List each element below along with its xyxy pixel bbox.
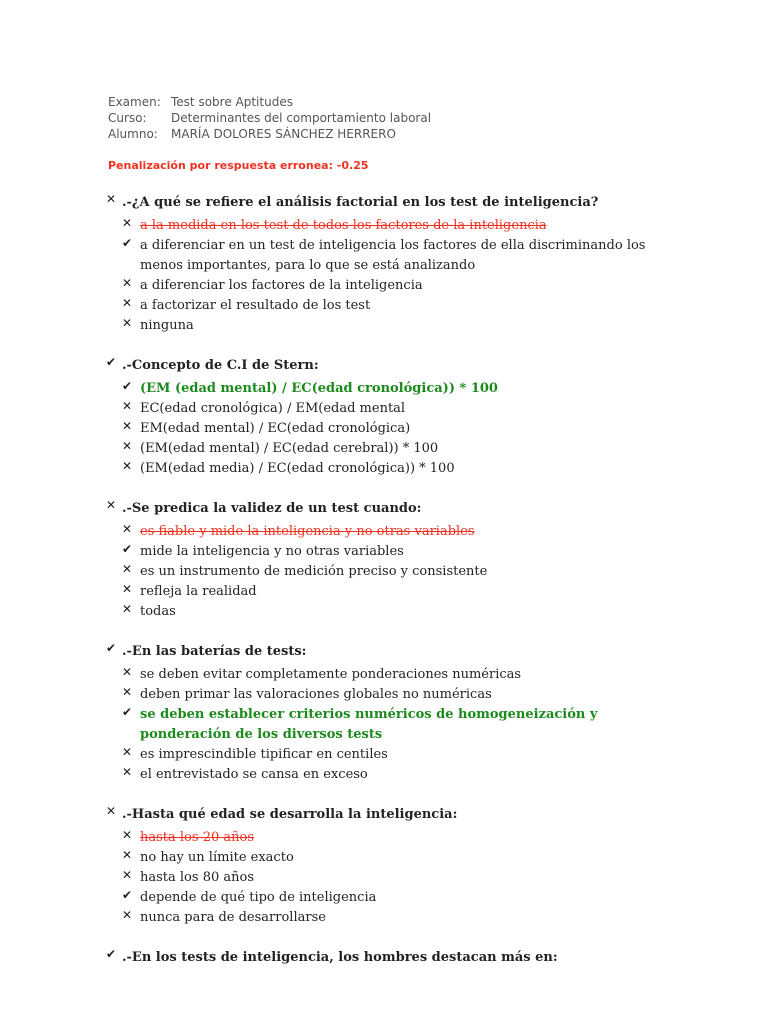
- answer-text: a diferenciar los factores de la inteligencia: [140, 278, 423, 293]
- course-value: Determinantes del comportamiento laboral: [171, 111, 432, 125]
- student-value: MARÍA DOLORES SÁNCHEZ HERRERO: [171, 127, 396, 141]
- answer-text: (EM (edad mental) / EC(edad cronológica)) * 100: [140, 381, 498, 396]
- answer-text: hasta los 20 años: [140, 830, 254, 845]
- cross-icon: ✕: [122, 685, 133, 699]
- exam-label: Examen:: [108, 95, 161, 109]
- answer-text: el entrevistado se cansa en exceso: [140, 767, 368, 782]
- cross-icon: ✕: [106, 804, 117, 818]
- answer-option: [0, 908, 768, 928]
- question-block: [0, 945, 768, 971]
- question-label: .-Se predica la validez de un test cuando:: [122, 501, 422, 516]
- cross-icon: ✕: [122, 276, 133, 290]
- answer-text: todas: [140, 604, 176, 619]
- answer-text: se deben establecer criterios numéricos de homogeneización y ponderación de los diversos tests: [140, 707, 598, 742]
- cross-icon: ✕: [122, 439, 133, 453]
- question-text: [0, 639, 768, 665]
- cross-icon: ✕: [122, 602, 133, 616]
- question-label: .-Concepto de C.I de Stern:: [122, 358, 319, 373]
- answer-option: [0, 828, 768, 848]
- question-block: [0, 639, 768, 785]
- answer-option: [0, 236, 768, 276]
- answer-list: [0, 665, 768, 785]
- check-icon: ✔: [122, 888, 133, 902]
- answer-text: ninguna: [140, 318, 194, 333]
- answer-text: se deben evitar completamente ponderaciones numéricas: [140, 667, 522, 682]
- answer-text: depende de qué tipo de inteligencia: [140, 890, 377, 905]
- answer-text: es un instrumento de medición preciso y consistente: [140, 564, 488, 579]
- answer-text: a la medida en los test de todos los factores de la inteligencia: [140, 218, 547, 233]
- question-text: [0, 802, 768, 828]
- question-label: .-Hasta qué edad se desarrolla la inteligencia:: [122, 807, 458, 822]
- exam-value: Test sobre Aptitudes: [171, 95, 293, 109]
- student-label: Alumno:: [108, 127, 158, 141]
- cross-icon: ✕: [122, 296, 133, 310]
- answer-text: a factorizar el resultado de los test: [140, 298, 371, 313]
- answer-list: [0, 828, 768, 928]
- answer-list: [0, 522, 768, 622]
- answer-option: [0, 419, 768, 439]
- answer-list: [0, 379, 768, 479]
- answer-text: es imprescindible tipificar en centiles: [140, 747, 388, 762]
- answer-text: deben primar las valoraciones globales no numéricas: [140, 687, 492, 702]
- answer-option: [0, 685, 768, 705]
- answer-option: [0, 316, 768, 336]
- question-block: [0, 190, 768, 336]
- answer-option: [0, 562, 768, 582]
- check-icon: ✔: [106, 641, 117, 655]
- answer-option: [0, 665, 768, 685]
- cross-icon: ✕: [122, 316, 133, 330]
- question-label: .-En los tests de inteligencia, los hombres destacan más en:: [122, 950, 558, 965]
- answer-option: [0, 276, 768, 296]
- question-text: [0, 945, 768, 971]
- check-icon: ✔: [106, 355, 117, 369]
- cross-icon: ✕: [122, 399, 133, 413]
- answer-option: [0, 765, 768, 785]
- answer-option: [0, 439, 768, 459]
- question-text: [0, 353, 768, 379]
- answer-option: [0, 216, 768, 236]
- course-label: Curso:: [108, 111, 147, 125]
- answer-list: [0, 216, 768, 336]
- cross-icon: ✕: [122, 522, 133, 536]
- cross-icon: ✕: [122, 419, 133, 433]
- answer-option: [0, 296, 768, 316]
- cross-icon: ✕: [122, 908, 133, 922]
- answer-text: nunca para de desarrollarse: [140, 910, 326, 925]
- exam-row: [108, 94, 431, 110]
- cross-icon: ✕: [122, 745, 133, 759]
- answer-text: a diferenciar en un test de inteligencia los factores de ella discriminando los menos importantes, para lo que se está analizando: [140, 238, 646, 273]
- check-icon: ✔: [106, 947, 117, 961]
- question-block: [0, 353, 768, 479]
- check-icon: ✔: [122, 379, 133, 393]
- cross-icon: ✕: [122, 868, 133, 882]
- answer-text: EC(edad cronológica) / EM(edad mental: [140, 401, 406, 416]
- cross-icon: ✕: [106, 498, 117, 512]
- answer-option: [0, 868, 768, 888]
- answer-option: [0, 602, 768, 622]
- answer-option: [0, 522, 768, 542]
- cross-icon: ✕: [122, 828, 133, 842]
- answer-text: EM(edad mental) / EC(edad cronológica): [140, 421, 411, 436]
- question-text: [0, 496, 768, 522]
- cross-icon: ✕: [122, 665, 133, 679]
- cross-icon: ✕: [122, 765, 133, 779]
- penalty-note: Penalización por respuesta erronea: -0.25: [108, 159, 369, 172]
- check-icon: ✔: [122, 236, 133, 250]
- answer-option: [0, 542, 768, 562]
- answer-text: (EM(edad media) / EC(edad cronológica)) * 100: [140, 461, 455, 476]
- student-row: [108, 126, 431, 142]
- answer-text: hasta los 80 años: [140, 870, 254, 885]
- cross-icon: ✕: [122, 216, 133, 230]
- answer-text: es fiable y mide la inteligencia y no otras variables: [140, 524, 475, 539]
- cross-icon: ✕: [106, 192, 117, 206]
- cross-icon: ✕: [122, 562, 133, 576]
- exam-header: [108, 94, 431, 142]
- answer-option: [0, 399, 768, 419]
- check-icon: ✔: [122, 542, 133, 556]
- answer-text: refleja la realidad: [140, 584, 257, 599]
- answer-option: [0, 582, 768, 602]
- answer-option: [0, 379, 768, 399]
- question-label: .-¿A qué se refiere el análisis factorial en los test de inteligencia?: [122, 195, 599, 210]
- answer-option: [0, 888, 768, 908]
- answer-option: [0, 705, 768, 745]
- answer-text: no hay un límite exacto: [140, 850, 294, 865]
- cross-icon: ✕: [122, 848, 133, 862]
- question-block: [0, 496, 768, 622]
- cross-icon: ✕: [122, 459, 133, 473]
- question-text: [0, 190, 768, 216]
- answer-text: mide la inteligencia y no otras variables: [140, 544, 404, 559]
- answer-text: (EM(edad mental) / EC(edad cerebral)) * 100: [140, 441, 439, 456]
- check-icon: ✔: [122, 705, 133, 719]
- answer-option: [0, 459, 768, 479]
- answer-option: [0, 745, 768, 765]
- question-block: [0, 802, 768, 928]
- course-row: [108, 110, 431, 126]
- question-list: [0, 190, 768, 988]
- cross-icon: ✕: [122, 582, 133, 596]
- answer-option: [0, 848, 768, 868]
- question-label: .-En las baterías de tests:: [122, 644, 307, 659]
